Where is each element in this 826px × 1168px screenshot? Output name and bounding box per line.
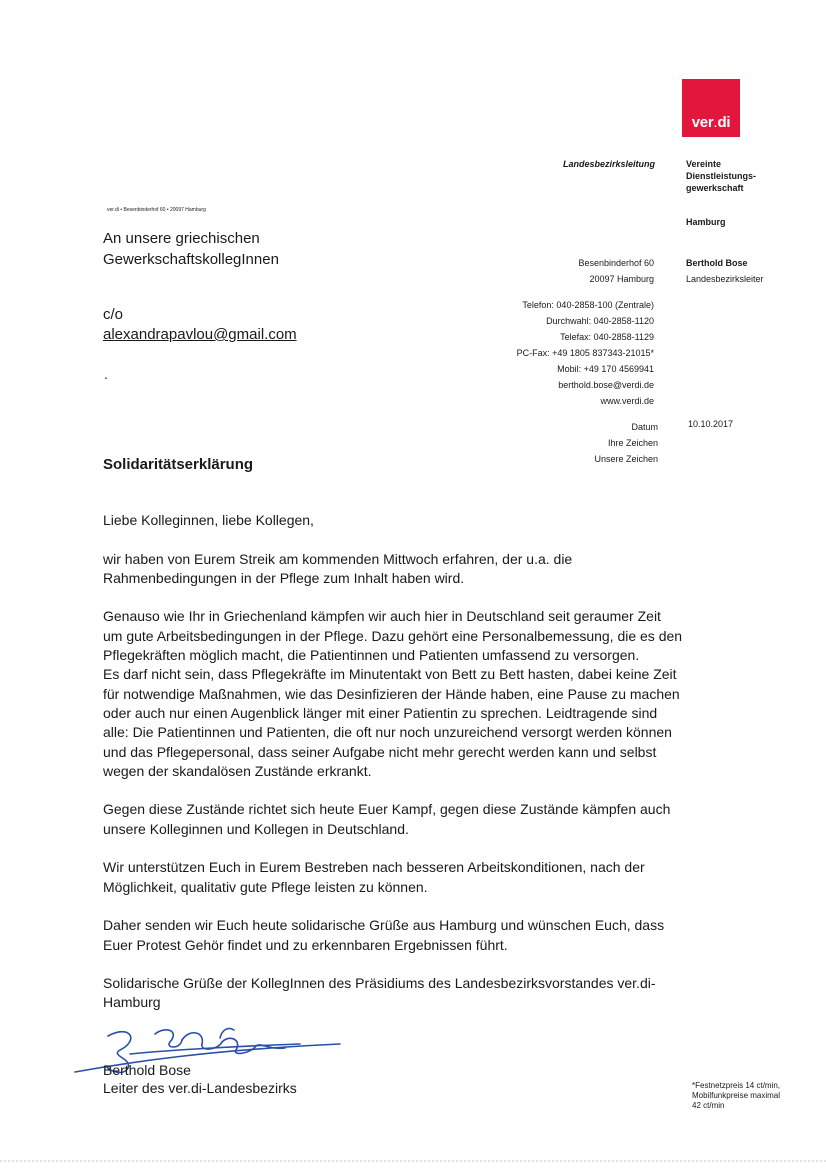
body-paragraph: Genauso wie Ihr in Griechenland kämpfen wir auch hier in Deutschland seit geraumer Zeit um gute Arbeitsbedingungen in der Pflege. Dazu gehört eine Personalbemessung, die es den Pflegekräften möglich macht, die Patientinnen und Patienten umfassend zu versorgen.	[103, 608, 683, 664]
signature-block	[103, 1061, 297, 1097]
care-of-label: c/o	[103, 306, 124, 323]
pc-fax: PC-Fax: +49 1805 837343-21015*	[516, 348, 654, 358]
website-link[interactable]: www.verdi.de	[600, 396, 654, 406]
body-paragraph: Gegen diese Zustände richtet sich heute Euer Kampf, gegen diese Zustände kämpfen auch unsere Kolleginnen und Kollegen in Deutschland.	[103, 801, 671, 837]
body-paragraph: wir haben von Eurem Streik am kommenden Mittwoch erfahren, der u.a. die Rahmenbedingungen in der Pflege zum Inhalt haben wird.	[103, 550, 573, 586]
signer-title: Leiter des ver.di-Landesbezirks	[103, 1080, 297, 1096]
fax: Telefax: 040-2858-1129	[560, 332, 654, 342]
signer-name: Berthold Bose	[103, 1062, 191, 1078]
region-label: Hamburg	[686, 217, 726, 227]
care-of-block	[103, 305, 297, 345]
person-role: Landesbezirksleiter	[686, 274, 764, 284]
your-reference-label: Ihre Zeichen	[607, 438, 658, 448]
sender-line: ver.di • Besenbinderhof 60 • 20097 Hamburg	[107, 207, 206, 213]
reference-labels	[594, 419, 658, 467]
date-value: 10.10.2017	[688, 419, 734, 429]
office-address: Besenbinderhof 60 20097 Hamburg	[578, 258, 654, 284]
mobile: Mobil: +49 170 4569941	[557, 364, 654, 374]
recipient-block	[103, 228, 279, 270]
recipient-email-link[interactable]: alexandrapavlou@gmail.com	[103, 326, 297, 343]
department-label: Landesbezirksleitung	[563, 159, 656, 169]
letter-subject: Solidaritätserklärung	[103, 456, 254, 473]
page-bottom-edge	[0, 1160, 826, 1162]
letter-body	[103, 511, 683, 1032]
email-link[interactable]: berthold.bose@verdi.de	[558, 380, 654, 390]
salutation: Liebe Kolleginnen, liebe Kollegen,	[103, 512, 314, 528]
contact-details	[517, 297, 654, 409]
direct-dial: Durchwahl: 040-2858-1120	[546, 316, 654, 326]
body-paragraph: Es darf nicht sein, dass Pflegekräfte im Minutentakt von Bett zu Bett hasten, dabei keine Zeit für notwendige Maßnahmen, wie das Desinfizieren der Hände haben, eine Pause zu machen oder auch nur einen Augenblick länger mit einer Patientin zu sprechen. Leidtragende sind alle: Die Patientinnen und Patienten, die oft nur noch unzureichend versorgt werden können und das Pflegepersonal, dass seiner Aufgabe nicht mehr gerecht werden kann und selbst wegen der skandalösen Zustände erkrankt.	[103, 666, 680, 779]
body-paragraph: Daher senden wir Euch heute solidarische Grüße aus Hamburg und wünschen Euch, dass Euer Protest Gehör findet und zu erkennbaren Ergebnissen führt.	[103, 917, 665, 953]
person-name: Berthold Bose	[686, 258, 748, 268]
phone: Telefon: 040-2858-100 (Zentrale)	[522, 300, 654, 310]
pricing-footnote: *Festnetzpreis 14 ct/min, Mobilfunkpreise maximal 42 ct/min	[692, 1081, 781, 1110]
stray-dot: .	[104, 366, 108, 382]
recipient-line: An unsere griechischen	[103, 230, 260, 247]
our-reference-label: Unsere Zeichen	[594, 454, 658, 464]
organization-name: Vereinte Dienstleistungs- gewerkschaft	[686, 159, 757, 193]
verdi-logo: ver . di	[682, 79, 740, 137]
recipient-line: GewerkschaftskollegInnen	[103, 251, 279, 268]
closing-paragraph: Solidarische Grüße der KollegInnen des Präsidiums des Landesbezirksvorstandes ver.di-Hamburg	[103, 975, 656, 1011]
contact-person	[686, 255, 764, 287]
date-label: Datum	[631, 422, 658, 432]
body-paragraph: Wir unterstützen Euch in Eurem Bestreben nach besseren Arbeitskonditionen, nach der Möglichkeit, qualitativ gute Pflege leisten zu können.	[103, 859, 645, 895]
